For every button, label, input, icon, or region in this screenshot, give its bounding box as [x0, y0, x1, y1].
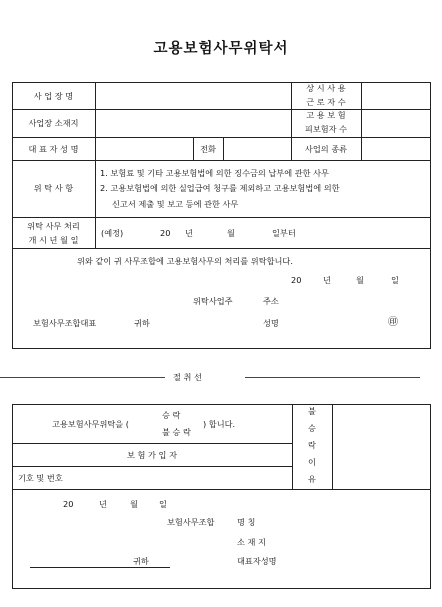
name-label: 성명: [263, 318, 279, 328]
reason-char-3: 락: [308, 440, 316, 450]
representative-label: 대 표 자 성 명: [28, 144, 79, 154]
start-date-label-line1: 위탁 사무 처리: [27, 221, 80, 231]
insured-label-line1: 고 용 보 험: [306, 110, 346, 120]
notice-year-unit: 년: [99, 499, 107, 509]
start-date-label-line2: 개 시 년 월 일: [28, 235, 79, 245]
start-year: 20: [160, 228, 171, 238]
consent-notice-table: [12, 404, 431, 589]
location-label: 사업장 소재지: [28, 118, 79, 128]
start-date-prefix: (예정): [101, 228, 124, 238]
start-year-unit: 년: [185, 228, 193, 238]
start-month-unit: 월: [227, 228, 235, 238]
union-rep-label: 보험사무조합대표: [33, 318, 97, 328]
disapprove-option: 불 승 락: [162, 427, 191, 437]
business-name-label: 사 업 장 명: [33, 91, 74, 101]
notice-date-year: 20: [63, 499, 74, 509]
reason-char-4: 이: [308, 457, 316, 467]
form-title: 고용보험사무위탁서: [153, 41, 289, 57]
date-month-unit: 월: [356, 275, 364, 285]
employees-label-line2: 근 로 자 수: [306, 97, 346, 107]
insured-header: 보 험 가 입 자: [127, 450, 177, 460]
notice-month-unit: 월: [130, 499, 138, 509]
reason-char-2: 승: [308, 423, 316, 433]
date-year-unit: 년: [323, 275, 331, 285]
scope-item-2: 2. 고용보험법에 의한 실업급여 청구를 제외하고 고용보험법에 의한: [100, 183, 340, 193]
insured-label-line2: 피보험자 수: [304, 124, 348, 134]
reason-char-5: 유: [308, 474, 316, 484]
date-year: 20: [291, 275, 302, 285]
approve-option: 승 락: [162, 410, 181, 420]
scope-item-3: 신고서 제출 및 보고 등에 관한 사무: [112, 199, 239, 209]
union-name-label: 보험사무조합: [167, 517, 215, 527]
number-label: 기호 및 번호: [18, 473, 63, 483]
employees-label-line1: 상 시 사 용: [306, 83, 346, 93]
scope-item-1: 1. 보험료 및 기타 고용보험법에 의한 징수금의 납부에 관한 사무: [100, 168, 329, 178]
consignor-label: 위탁사업주: [193, 296, 233, 306]
notice-honorific: 귀하: [133, 556, 149, 566]
business-type-label: 사업의 종류: [304, 144, 348, 154]
date-day-unit: 일: [391, 275, 399, 285]
notice-day-unit: 일: [159, 499, 167, 509]
request-text: 위와 같이 귀 사무조합에 고용보험사무의 처리를 위탁합니다.: [77, 256, 293, 266]
notice-prefix: 고용보험사무위탁을 (: [52, 419, 129, 429]
union-title-label: 명 칭: [237, 517, 256, 527]
notice-suffix: ) 합니다.: [203, 419, 236, 429]
start-day-unit: 일부터: [272, 228, 296, 238]
union-location-label: 소 재 지: [237, 537, 266, 547]
rep-name-label: 대표자성명: [237, 556, 277, 566]
cut-line-label: 절 취 선: [173, 372, 202, 382]
address-label: 주소: [263, 296, 279, 306]
scope-label: 위 탁 사 항: [33, 183, 74, 193]
phone-label: 전화: [200, 144, 216, 154]
honorific-label: 귀하: [134, 318, 150, 328]
seal-mark: ㊞: [388, 317, 398, 328]
reason-char-1: 불: [308, 406, 316, 416]
